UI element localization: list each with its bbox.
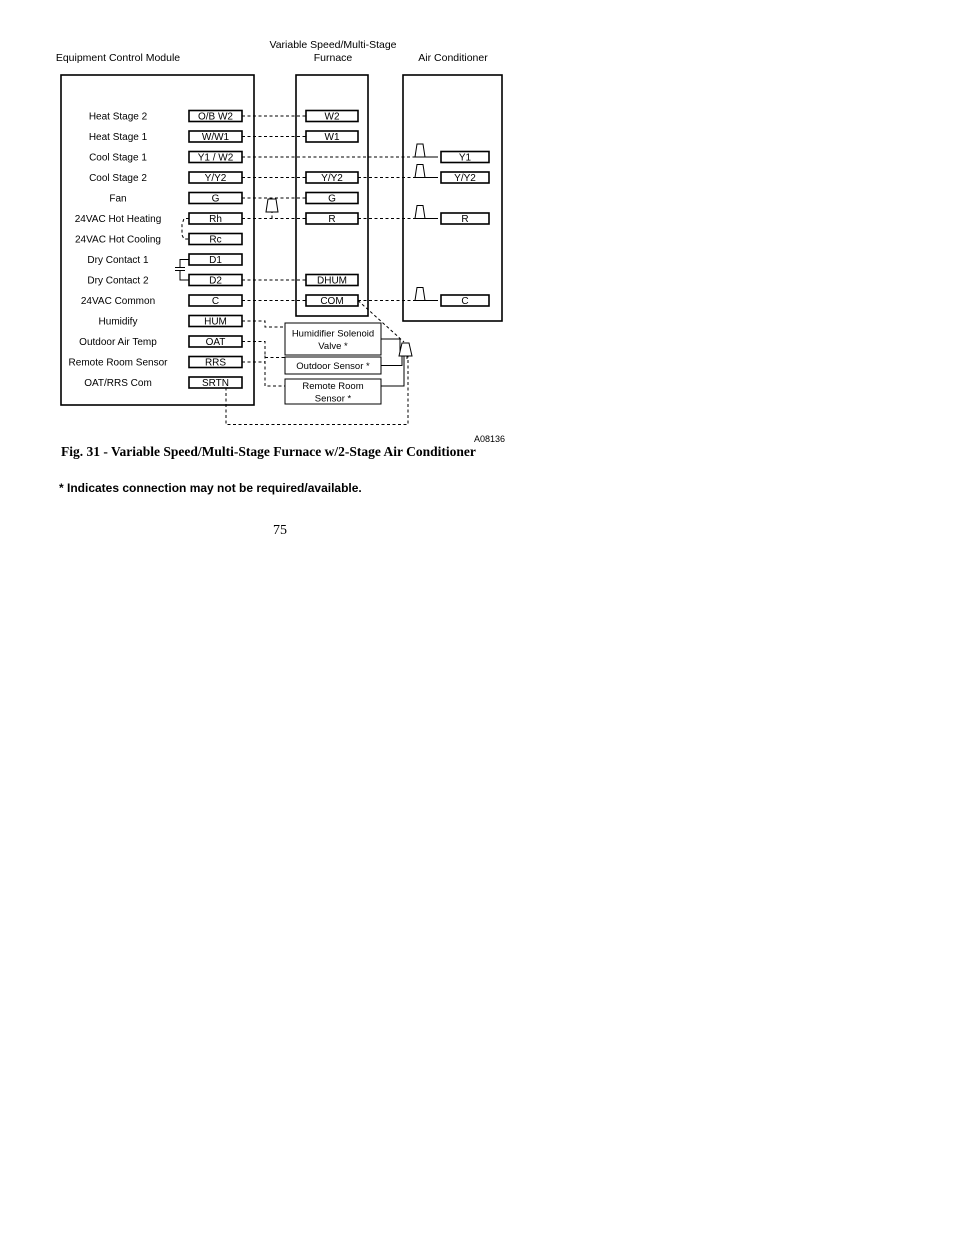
coil-symbol bbox=[415, 206, 425, 219]
ecm-function-label: Dry Contact 2 bbox=[87, 275, 149, 287]
page-number: 75 bbox=[273, 523, 287, 538]
furnace-terminal-label: W2 bbox=[324, 111, 340, 123]
accessory-device-label: Sensor * bbox=[314, 393, 352, 405]
ecm-terminal-label: W/W1 bbox=[201, 132, 230, 143]
furnace-terminal-label: G bbox=[328, 193, 336, 205]
ecm-function-label: Cool Stage 2 bbox=[89, 173, 147, 184]
coil-symbol bbox=[415, 288, 425, 301]
ecm-function-label: Humidify bbox=[98, 316, 138, 328]
ecm-terminal-label: Y1 / W2 bbox=[197, 152, 234, 164]
ecm-function-label: Heat Stage 2 bbox=[88, 111, 148, 123]
jumper-wire bbox=[381, 339, 400, 354]
ecm-function-label: Dry Contact 1 bbox=[87, 255, 149, 266]
ac-terminal-label: Y/Y2 bbox=[454, 173, 476, 184]
footnote: * Indicates connection may not be required/available. bbox=[59, 481, 362, 495]
ecm-function-label: Cool Stage 1 bbox=[89, 152, 147, 164]
coil-symbol bbox=[415, 165, 425, 178]
ecm-terminal-label: SRTN bbox=[201, 378, 230, 389]
ecm-function-label: 24VAC Hot Cooling bbox=[75, 234, 161, 246]
coil-symbol bbox=[415, 144, 425, 157]
ac-terminal-label: C bbox=[461, 296, 469, 307]
ecm-terminal-label: Y/Y2 bbox=[204, 173, 227, 184]
ecm-terminal-label: C bbox=[211, 296, 220, 307]
ecm-terminal-label: O/B W2 bbox=[197, 111, 234, 123]
ecm-function-label: Heat Stage 1 bbox=[88, 132, 148, 143]
jumper-wire bbox=[381, 356, 402, 366]
ecm-title: Equipment Control Module bbox=[55, 52, 181, 64]
accessory-device-label: Humidifier Solenoid bbox=[291, 328, 375, 340]
furnace-title-line-2: Furnace bbox=[313, 52, 353, 64]
air-conditioner-box bbox=[403, 75, 502, 321]
field-wire bbox=[265, 356, 285, 387]
ecm-function-label: Fan bbox=[109, 193, 127, 205]
furnace-terminal-label: W1 bbox=[324, 132, 340, 143]
ac-title: Air Conditioner bbox=[418, 52, 488, 64]
coil-symbol bbox=[266, 199, 278, 212]
accessory-devices bbox=[285, 323, 381, 404]
ecm-function-label: Outdoor Air Temp bbox=[79, 337, 157, 348]
accessory-device-label: Valve * bbox=[318, 340, 348, 352]
ecm-function-label: Remote Room Sensor bbox=[68, 357, 168, 369]
furnace-terminal-label: R bbox=[328, 214, 336, 225]
coil-symbol bbox=[399, 343, 412, 356]
furnace-terminal-label: COM bbox=[320, 296, 344, 307]
accessory-device-label: Outdoor Sensor * bbox=[296, 361, 370, 372]
ecm-function-label: OAT/RRS Com bbox=[84, 378, 152, 389]
ac-terminal-label: Y1 bbox=[458, 152, 472, 164]
ecm-terminal-label: Rh bbox=[209, 214, 222, 225]
figure-caption: Fig. 31 - Variable Speed/Multi-Stage Furnace w/2-Stage Air Conditioner bbox=[61, 444, 476, 459]
furnace-title-line-1: Variable Speed/Multi-Stage bbox=[269, 39, 397, 51]
reference-code: A08136 bbox=[473, 434, 505, 444]
ecm-function-label: 24VAC Common bbox=[80, 296, 156, 307]
ecm-terminal-label: G bbox=[211, 193, 220, 205]
ecm-terminal-label: OAT bbox=[205, 337, 226, 348]
jumper-wire bbox=[381, 356, 404, 386]
ecm-terminal-label: HUM bbox=[204, 316, 227, 328]
ecm-terminal-label: Rc bbox=[209, 234, 222, 246]
ac-terminal-label: R bbox=[461, 214, 469, 225]
ecm-function-label: 24VAC Hot Heating bbox=[74, 214, 162, 225]
ecm-terminal-label: D1 bbox=[209, 255, 222, 266]
furnace-terminal-label: Y/Y2 bbox=[321, 173, 343, 184]
ecm-terminal-label: D2 bbox=[209, 275, 222, 287]
accessory-device-label: Remote Room bbox=[302, 380, 364, 392]
ecm-terminal-label: RRS bbox=[204, 357, 227, 369]
furnace-terminal-label: DHUM bbox=[317, 275, 347, 287]
